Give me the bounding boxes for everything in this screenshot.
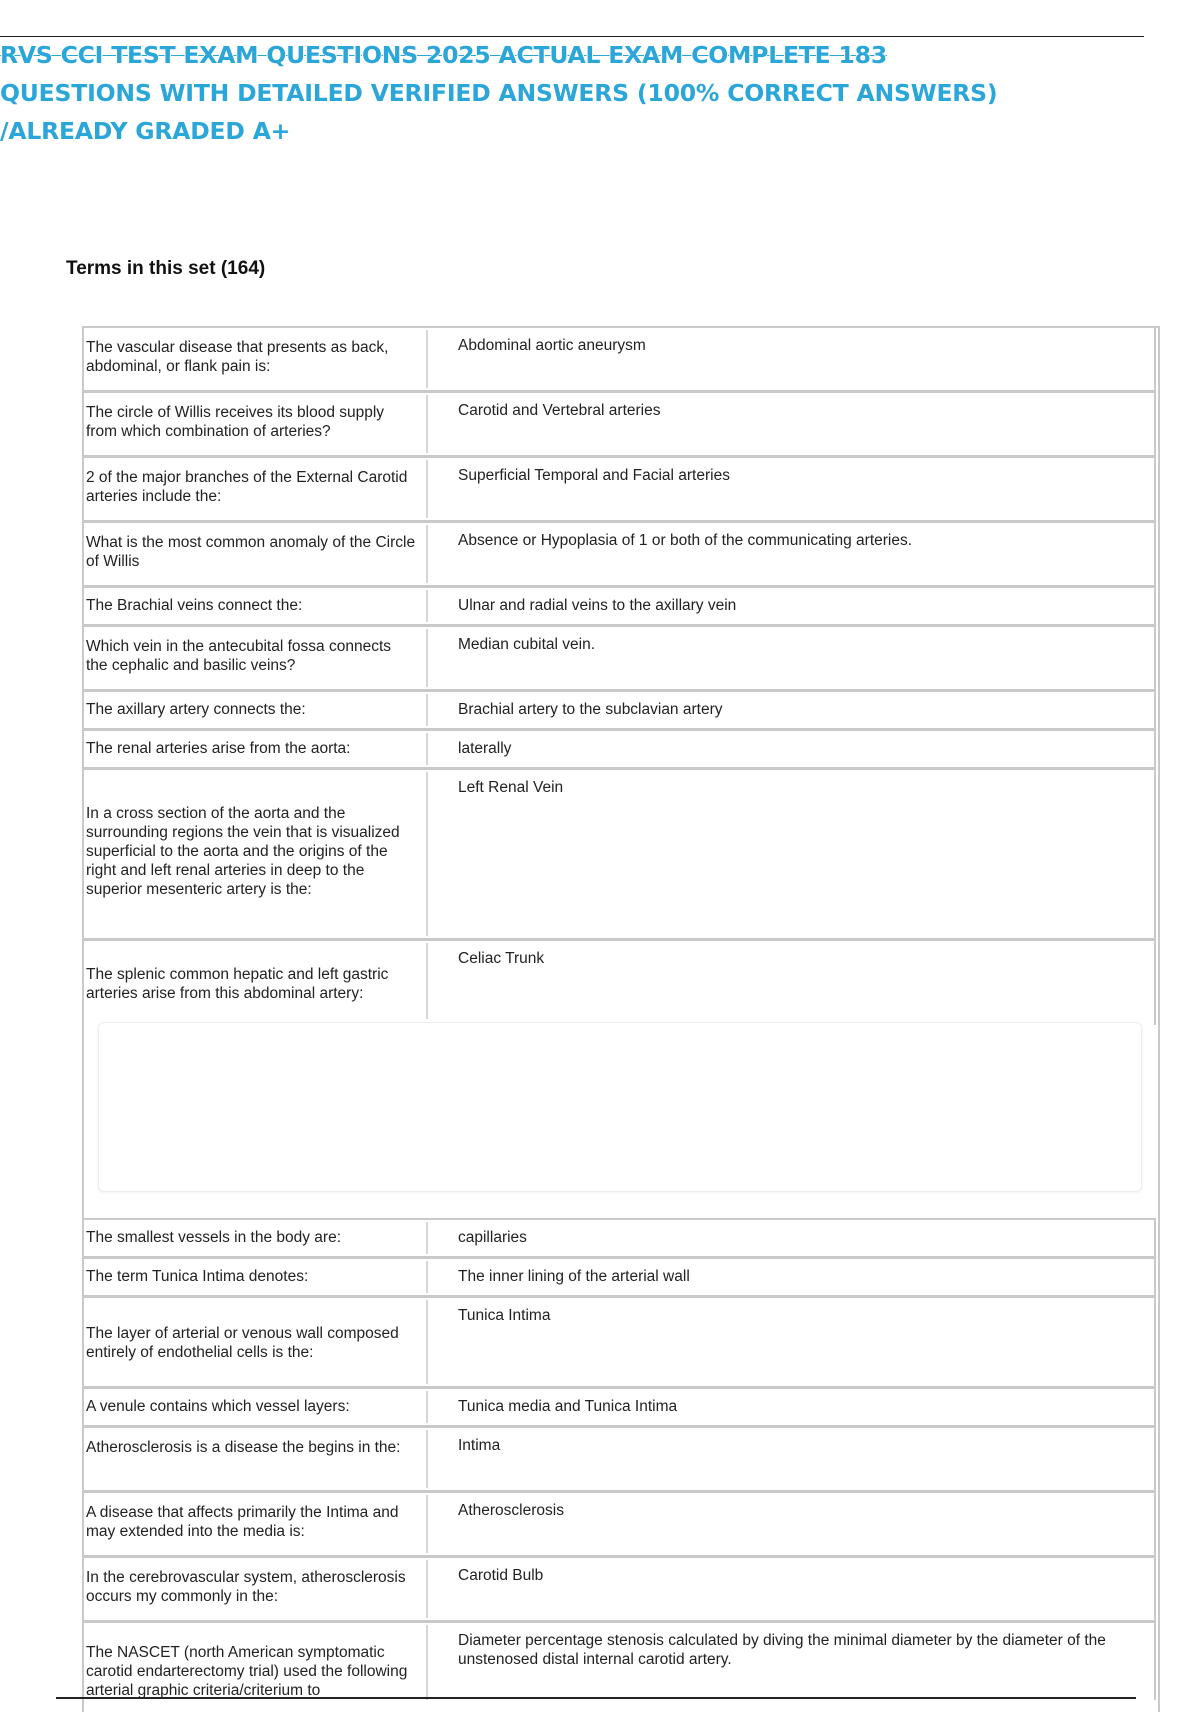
definition-text: Tunica Intima [458, 1307, 551, 1324]
title-line-2: QUESTIONS WITH DETAILED VERIFIED ANSWERS (100% CORRECT ANSWERS) [0, 79, 998, 107]
column-divider [426, 330, 428, 388]
table-row [82, 1296, 1156, 1388]
term-text: Atherosclerosis is a disease the begins in the: [86, 1439, 401, 1456]
definition-text: Diameter percentage stenosis calculated by diving the minimal diameter by the diameter of the unstenosed distal internal carotid artery. [458, 1632, 1106, 1668]
term-text: What is the most common anomaly of the Circle of Willis [86, 534, 416, 570]
term-text: In the cerebrovascular system, atherosclerosis occurs my commonly in the: [86, 1569, 406, 1605]
column-divider [426, 1222, 428, 1254]
table-row [82, 1426, 1156, 1492]
term-text: 2 of the major branches of the External Carotid arteries include the: [86, 469, 408, 505]
definition-text: Intima [458, 1437, 501, 1454]
blank-panel [98, 1022, 1142, 1192]
term-text: In a cross section of the aorta and the surrounding regions the vein that is visualized superficial to the aorta and the origins of the right and left renal arteries in deep to the superior mesenteric artery is the: [86, 805, 400, 898]
table-row [82, 690, 1156, 730]
document-title [0, 36, 1150, 150]
column-divider [426, 1560, 428, 1618]
table-row [82, 1491, 1156, 1557]
table-row [82, 1621, 1156, 1700]
definition-text: Left Renal Vein [458, 779, 564, 796]
table-row [82, 1556, 1156, 1622]
definition-text: capillaries [458, 1229, 527, 1246]
definition-text: Brachial artery to the subclavian artery [458, 701, 723, 718]
terms-heading: Terms in this set (164) [66, 258, 266, 279]
table-row [82, 456, 1156, 522]
definition-text: laterally [458, 740, 512, 757]
column-divider [426, 772, 428, 936]
definition-text: Celiac Trunk [458, 950, 545, 967]
table-row [82, 1387, 1156, 1427]
term-text: The NASCET (north American symptomatic carotid endarterectomy trial) used the following arterial graphic criteria/criterium to [86, 1644, 408, 1699]
definition-text: The inner lining of the arterial wall [458, 1268, 690, 1285]
term-text: The Brachial veins connect the: [86, 597, 303, 614]
table-row [82, 768, 1156, 940]
term-text: The renal arteries arise from the aorta: [86, 740, 351, 757]
table-row [82, 326, 1156, 392]
column-divider [426, 1495, 428, 1553]
table-row [82, 521, 1156, 587]
definition-text: Atherosclerosis [458, 1502, 564, 1519]
table-row [82, 391, 1156, 457]
column-divider [426, 1430, 428, 1488]
column-divider [426, 1300, 428, 1384]
definition-text: Carotid and Vertebral arteries [458, 402, 661, 419]
table-row [82, 586, 1156, 626]
column-divider [426, 1261, 428, 1293]
column-divider [426, 395, 428, 453]
term-text: The vascular disease that presents as back, abdominal, or flank pain is: [86, 339, 389, 375]
definition-text: Carotid Bulb [458, 1567, 544, 1584]
definition-text: Absence or Hypoplasia of 1 or both of the communicating arteries. [458, 532, 913, 549]
term-text: A disease that affects primarily the Intima and may extended into the media is: [86, 1504, 399, 1540]
table-row [82, 939, 1156, 1025]
definition-text: Median cubital vein. [458, 636, 595, 653]
definition-text: Ulnar and radial veins to the axillary vein [458, 597, 737, 614]
column-divider [426, 943, 428, 1019]
table-row [82, 729, 1156, 769]
term-text: The smallest vessels in the body are: [86, 1229, 342, 1246]
term-text: Which vein in the antecubital fossa connects the cephalic and basilic veins? [86, 638, 392, 674]
title-line-3: /ALREADY GRADED A+ [0, 117, 291, 145]
column-divider [426, 525, 428, 583]
table-row [82, 1257, 1156, 1297]
column-divider [426, 1625, 428, 1700]
table-row [82, 1218, 1156, 1258]
table-row [82, 625, 1156, 691]
page-bottom-rule [56, 1697, 1136, 1699]
column-divider [426, 629, 428, 687]
column-divider [426, 733, 428, 765]
definition-text: Superficial Temporal and Facial arteries [458, 467, 730, 484]
term-text: The term Tunica Intima denotes: [86, 1268, 309, 1285]
column-divider [426, 1391, 428, 1423]
column-divider [426, 694, 428, 726]
term-text: The splenic common hepatic and left gastric arteries arise from this abdominal artery: [86, 966, 389, 1002]
column-divider [426, 590, 428, 622]
term-text: The circle of Willis receives its blood supply from which combination of arteries? [86, 404, 385, 440]
title-line-1: RVS CCI TEST EXAM QUESTIONS 2025 ACTUAL EXAM COMPLETE 183 [0, 41, 887, 69]
term-text: The layer of arterial or venous wall composed entirely of endothelial cells is the: [86, 1325, 399, 1361]
column-divider [426, 460, 428, 518]
definition-text: Tunica media and Tunica Intima [458, 1398, 678, 1415]
term-text: A venule contains which vessel layers: [86, 1398, 350, 1415]
definition-text: Abdominal aortic aneurysm [458, 337, 646, 354]
term-text: The axillary artery connects the: [86, 701, 306, 718]
